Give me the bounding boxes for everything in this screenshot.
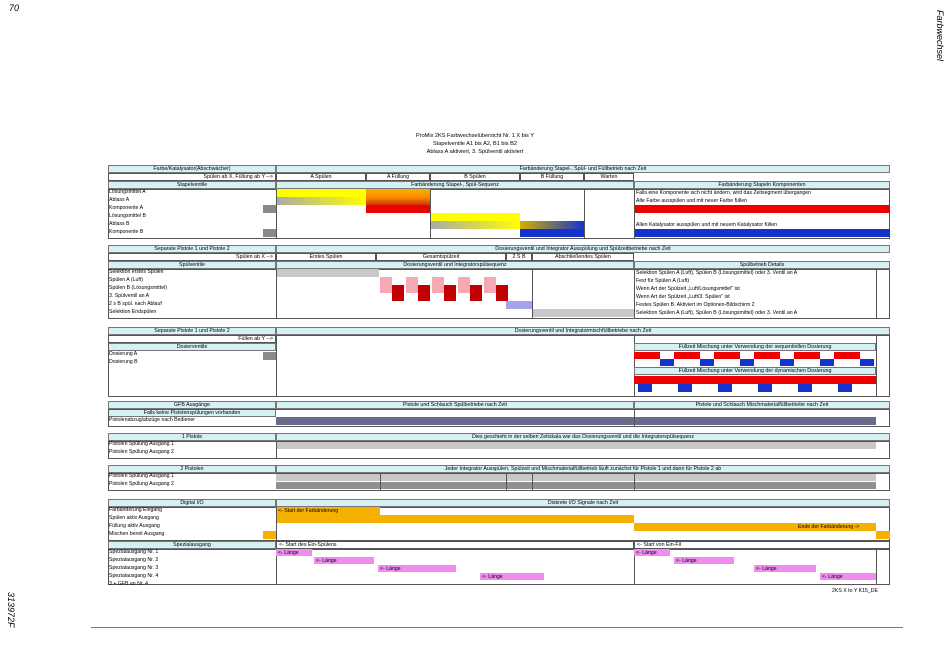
s1-blue-1	[520, 229, 584, 237]
s2-grey-last	[532, 309, 634, 317]
s3-dyn-blue	[678, 384, 692, 392]
s2-pulse-light	[484, 285, 496, 293]
s5-row-1: Pistolen Spülung Ausgang 1	[109, 441, 174, 447]
s3-dyn-blue	[838, 384, 852, 392]
s7-start-fill: <- Start von Ein-Fil	[634, 541, 890, 549]
s3-seq-blue	[700, 359, 714, 366]
s2-pulse-dark	[470, 293, 482, 301]
s2-row-1: Selektion erstes Spülen	[109, 269, 164, 275]
s2-grey-first	[276, 269, 379, 277]
s1-col-left: Stapelventile	[108, 181, 276, 189]
s2-row-4: 3. Spülventil an A	[109, 293, 150, 299]
color-change-timing-diagram	[108, 165, 890, 585]
s1-grad-2	[430, 221, 520, 229]
s7-length-label: <- Länge	[380, 566, 401, 572]
s1-right-header: Farbänderung Stapel-, Spül- und Füllbetrieb nach Zeit	[276, 165, 890, 173]
s3-sep-3	[876, 335, 877, 397]
s3-seq-red	[674, 352, 700, 359]
s2-note-5: Festes Spülen B. Aktiviert im Optionen-Bildschirm 2	[636, 302, 755, 308]
s1-left-header: Farbe/Katalysator(Abschwächer)	[108, 165, 276, 173]
s2-note-4: Wenn Art der Spülzeit „Luft/3. Spülen" ist	[636, 294, 730, 300]
s1-sub-left: Spülen ab X, Füllung ab Y -->	[108, 173, 276, 181]
s3-left-header: Separate Pistole 1 und Pistole 2	[108, 327, 276, 335]
s2-note-6: Selektion Spülen A (Luft), Spülen B (Lösungsmittel) oder 3. Ventil an A	[636, 310, 798, 316]
s7-right-header: Diskrete I/O Signale nach Zeit	[276, 499, 890, 507]
s1-blue-right	[634, 229, 890, 237]
s2-pulse-light	[380, 285, 392, 293]
s3-dyn-blue	[798, 384, 812, 392]
s2-pulse-dark	[444, 285, 456, 293]
s7-length-label: <- Länge	[482, 574, 503, 580]
s1-sep-3	[584, 189, 585, 239]
s2-lavender	[506, 301, 532, 309]
s6-grey-2	[276, 482, 876, 489]
s1-note-2: Alte Farbe ausspülen und mit neuer Farbe füllen	[636, 198, 748, 204]
s3-seq-red	[714, 352, 740, 359]
s7-sep-1	[276, 507, 277, 541]
s2-note-1: Selektion Spülen A (Luft), Spülen B (Lösungsmittel) oder 3. Ventil an A	[636, 270, 798, 276]
s1-row-5: Ablass B	[109, 221, 130, 227]
s1-red-right	[634, 205, 890, 213]
s1-row-1: Lösungsmittel A	[109, 189, 146, 195]
s1-sep-4	[430, 189, 431, 239]
s3-row-2: Dosierung B	[109, 359, 138, 365]
s1-sep-1	[276, 189, 277, 239]
s2-sub-left: Spülen ab X -->	[108, 253, 276, 261]
bottom-rule	[91, 627, 903, 628]
s3-seq-red	[634, 352, 660, 359]
s1-phase-warten: Warten	[584, 173, 634, 181]
s1-row-4: Lösungsmittel B	[109, 213, 146, 219]
s5-right-header: Dies geschieht in der selben Zeitskala wie das Dosierungsventil und die Integratorspülsequenz	[276, 433, 890, 441]
s7-start-flush: <- Start des Ein-Spülens	[276, 541, 634, 549]
s1-orange-1	[366, 189, 430, 205]
s7-special-row-1: Spezialausgang Nr. 1	[109, 549, 159, 555]
s2-pulse-dark	[496, 285, 508, 293]
diagram-title-line3: Ablass A aktiviert, 3. Spülventil aktiviert	[426, 149, 524, 155]
s7-special-row-5: 3 + GFB an Nr. 4	[109, 581, 149, 587]
s6-grey-1	[276, 474, 876, 481]
s2-pulse-light	[406, 285, 418, 293]
s1-phase-b-fuellung: B Füllung	[520, 173, 584, 181]
s2-pulse-light	[458, 285, 470, 293]
s7-special-row-3: Spezialausgang Nr. 3	[109, 565, 159, 571]
s1-row-2: Ablass A	[109, 197, 130, 203]
s2-sep-4	[876, 269, 877, 319]
s2-pulse-light	[432, 277, 444, 285]
s2-row-6: Selektion Endspülen	[109, 309, 157, 315]
s4-slate	[276, 417, 876, 425]
s2-col-mid: Dosierungsventil und Integratorspülsequenz	[276, 261, 634, 269]
s2-pulse-dark	[392, 285, 404, 293]
s2-row-2: Spülen A (Luft)	[109, 277, 144, 283]
s6-row-2: Pistolen Spülung Ausgang 2	[109, 481, 174, 487]
s1-note-3: Allen Katalysator ausspülen und mit neuem Katalysator füllen	[636, 222, 778, 228]
diagram-title-line1: ProMix 2KS Farbwechselübersicht Nr. 1 X bis Y	[415, 133, 535, 139]
s1-note-1: Falls eine Komponente sich nicht ändern, wird das Zeitsegment übergangen	[636, 190, 812, 196]
s1-grad-1	[276, 197, 366, 205]
s7-end-label: Ende der Farbänderung ->	[798, 524, 860, 530]
s7-length-label: <- Länge	[316, 558, 337, 564]
s3-seq-blue	[660, 359, 674, 366]
s7-special-row-4: Spezialausgang Nr. 4	[109, 573, 159, 579]
s7-length-label: <- Länge	[636, 550, 657, 556]
s1-phase-a-fuellung: A Füllung	[366, 173, 430, 181]
s2-col-right: Spülbetrieb Details	[634, 261, 890, 269]
s2-sep-2	[634, 269, 635, 319]
s2-note-2: Fest für Spülen A (Luft)	[636, 278, 690, 284]
s2-row-5: 2 s B spül. nach Ablauf	[109, 301, 162, 307]
s7-length-label: <- Länge	[278, 550, 299, 556]
s1-sep-2	[634, 189, 635, 239]
s5-grey-1	[276, 442, 876, 449]
s2-note-3: Wenn Art der Spülzeit „Luft/Lösungsmittel" ist	[636, 286, 740, 292]
diagram-title-line2: Stapelventile A1 bis A2, B1 bis B2	[433, 141, 517, 147]
s3-seq-blue	[820, 359, 834, 366]
s7-length-label: <- Länge	[676, 558, 697, 564]
s7-flush-bar	[276, 515, 634, 523]
s1-grey-a	[263, 205, 276, 213]
s3-seq-red	[834, 352, 860, 359]
s2-pulse-light	[380, 277, 392, 285]
s3-sub-left: Füllen ab Y -->	[108, 335, 276, 343]
s2-pulse-dark	[470, 285, 482, 293]
s2-phase-3: 2 S B	[506, 253, 532, 261]
s2-phase-1: Erstes Spülen	[276, 253, 376, 261]
s3-dyn-blue	[758, 384, 772, 392]
s2-pulse-dark	[444, 293, 456, 301]
s3-grey	[263, 352, 276, 360]
s7-special-sep-3	[876, 549, 877, 585]
footer-code: 2KS X to Y K15_DE	[832, 588, 878, 594]
s3-right-header: Dosierungsventil und Integratormischfüllbetriebe nach Zeit	[276, 327, 890, 335]
s2-pulse-dark	[392, 293, 404, 301]
s7-row-2: Spülen aktiv Ausgang	[109, 515, 159, 521]
s2-pulse-dark	[496, 293, 508, 301]
s7-special-row-2: Spezialausgang Nr. 2	[109, 557, 159, 563]
s3-dyn-blue	[638, 384, 652, 392]
s1-phase-b-spuelen: B Spülen	[430, 173, 520, 181]
s7-length-label: <- Länge	[822, 574, 843, 580]
s7-ready-bar-b	[263, 531, 276, 539]
s7-special-header: Spezialausgang	[108, 541, 276, 549]
page-number: 70	[9, 3, 20, 13]
s3-seq-blue	[860, 359, 874, 366]
s1-row-3: Komponente A	[109, 205, 144, 211]
s6-sep-4	[634, 473, 635, 491]
s3-seq-blue	[740, 359, 754, 366]
s4-right-header: Pistole und Schlauch Mischmaterialfüllbetriebe nach Zeit	[634, 401, 890, 409]
chapter-label: Farbwechsel	[935, 10, 945, 62]
s1-col-mid: Farbänderung Stapel-, Spül-Sequenz	[276, 181, 634, 189]
s4-left-header: GFB Ausgänge	[108, 401, 276, 409]
s2-phase-2: Gesamtspülzeit	[376, 253, 506, 261]
s2-row-3: Spülen B (Lösungsmittel)	[109, 285, 167, 291]
s7-row-1: Farbänderung Eingang	[109, 507, 163, 513]
s1-grey-b	[263, 229, 276, 237]
s6-sep-2	[506, 473, 507, 491]
s3-col-left: Dosierventile	[108, 343, 276, 351]
s2-pulse-light	[432, 285, 444, 293]
s4-sub-left: Falls keine Pistolenspülungen vorhanden	[108, 409, 276, 417]
s2-pulse-light	[484, 277, 496, 285]
s3-seq-red	[754, 352, 780, 359]
s3-seq-blue	[780, 359, 794, 366]
s3-dyn-red	[634, 376, 876, 384]
s2-pulse-dark	[418, 285, 430, 293]
s2-col-left: Spülventile	[108, 261, 276, 269]
s2-pulse-dark	[418, 293, 430, 301]
s1-red-1	[366, 205, 430, 213]
s7-length-label: <- Länge	[756, 566, 777, 572]
s4-sep-1	[634, 409, 635, 427]
s1-col-right: Farbänderung Stapeln Komponenten	[634, 181, 890, 189]
document-code: 313972F	[6, 592, 16, 628]
s4-mid-header: Pistole und Schlauch Spülbetriebe nach Zeit	[276, 401, 634, 409]
s2-pulse-light	[458, 277, 470, 285]
s1-blue-grad	[520, 221, 584, 229]
s6-sep-3	[532, 473, 533, 491]
s3-row-1: Dosierung A	[109, 351, 138, 357]
s5-sep-1	[276, 441, 277, 459]
s7-row-4: Mischen bereit Ausgang	[109, 531, 165, 537]
s7-start-label: <- Start der Farbänderung	[278, 508, 339, 514]
s5-row-2: Pistolen Spülung Ausgang 2	[109, 449, 174, 455]
s1-row-6: Komponente B	[109, 229, 144, 235]
s7-ready-bar	[876, 531, 890, 539]
s3-seq-red	[794, 352, 820, 359]
s2-sep-1	[276, 269, 277, 319]
s2-left-header: Separate Pistole 1 und Pistole 2	[108, 245, 276, 253]
s2-sep-3	[532, 269, 533, 319]
s2-pulse-light	[406, 277, 418, 285]
s6-row-1: Pistolen Spülung Ausgang 1	[109, 473, 174, 479]
s6-right-header: Jeder Integrator Ausspülen, Spülzeit und Mischmaterialfüllbetrieb läuft zunächst für Pistole 1 und dann für Pistole 2 ab	[276, 465, 890, 473]
s3-fill-dyn-label: Füllzeit Mischung unter Verwendung der dynamischen Dosierung	[634, 367, 876, 375]
s2-phase-4: Abschließendes Spülen	[532, 253, 634, 261]
s1-phase-a-spuelen: A Spülen	[276, 173, 366, 181]
s4-row-1: Pistolenabzug/abzüge nach Bediener	[109, 417, 195, 423]
s3-dyn-blue	[718, 384, 732, 392]
s2-right-header: Dosierungsventil und Integrator Ausspülung und Spülzeitbetriebe nach Zeit	[276, 245, 890, 253]
s5-left-header: 1 Pistole	[108, 433, 276, 441]
s6-left-header: 2 Pistolen	[108, 465, 276, 473]
s6-sep-1	[380, 473, 381, 491]
s1-yellow-2	[430, 213, 520, 221]
s3-sep-1	[276, 335, 277, 397]
s7-left-header: Digital I/O	[108, 499, 276, 507]
s3-fill-seq-label: Füllzeit Mischung unter Verwendung der sequentiellen Dosierung	[634, 343, 876, 351]
s7-row-3: Füllung aktiv Ausgang	[109, 523, 160, 529]
